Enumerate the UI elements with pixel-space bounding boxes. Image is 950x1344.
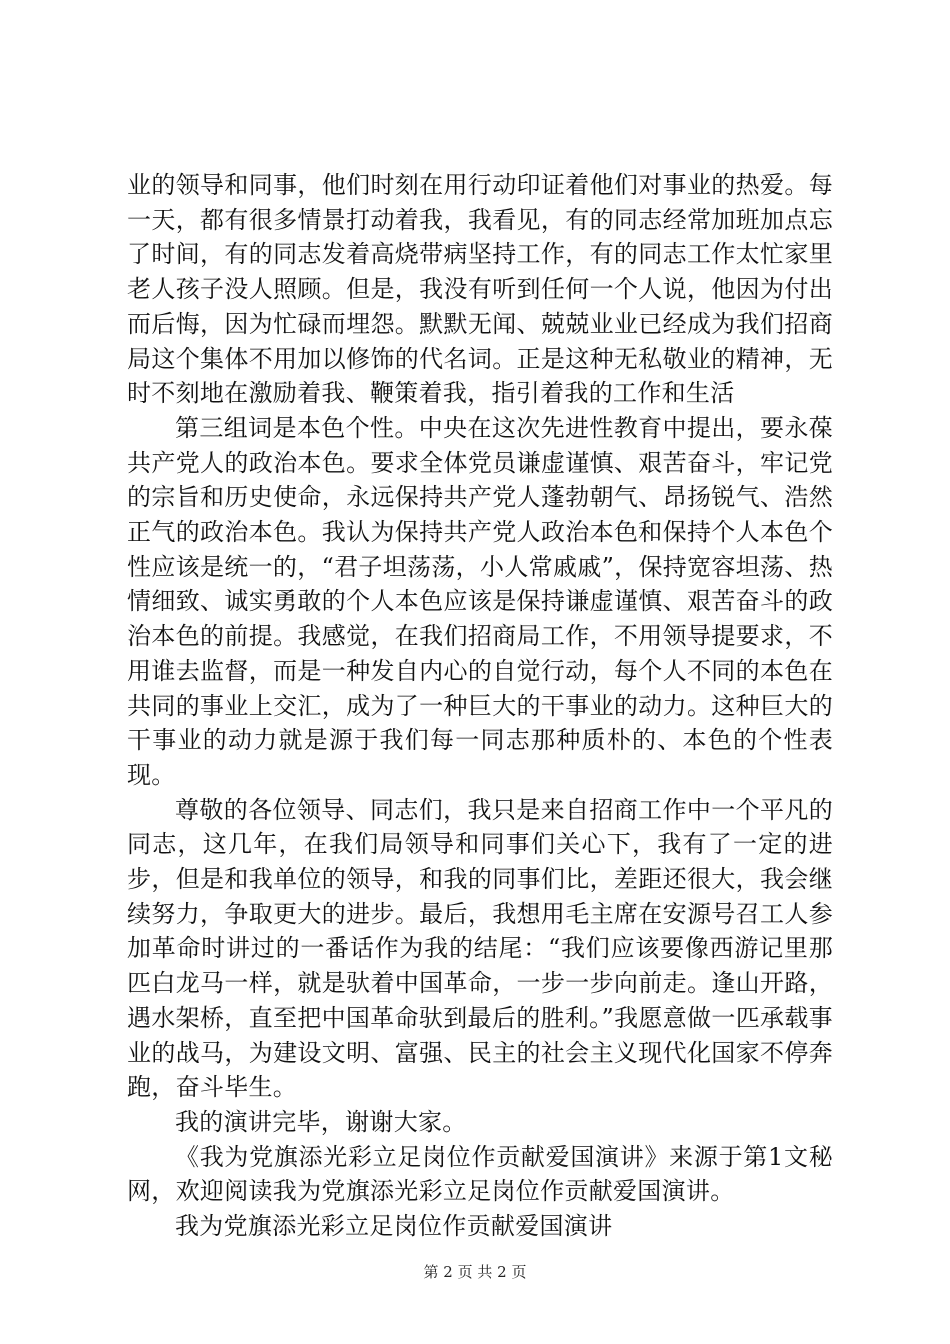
document-body <box>127 168 833 1244</box>
paragraph-title-repeat: 我为党旗添光彩立足岗位作贡献爱国演讲 <box>175 1212 613 1241</box>
paragraph-continuation: 业的领导和同事，他们时刻在用行动印证着他们对事业的热爱。每一天，都有很多情景打动着我，我看见，有的同志经常加班加点忘了时间，有的同志发着高烧带病坚持工作，有的同志工作太忙家里老人孩子没人照顾。但是，我没有听到任何一个人说，他因为付出而后悔，因为忙碌而埋怨。默默无闻、兢兢业业已经成为我们招商局这个集体不用加以修饰的代名词。正是这种无私敬业的精神，无时不刻地在激励着我、鞭策着我，指引着我的工作和生活 <box>127 171 833 408</box>
page-footer: 第 2 页 共 2 页 <box>423 1263 527 1281</box>
paragraph-character-section: 第三组词是本色个性。中央在这次先进性教育中提出，要永葆共产党人的政治本色。要求全体党员谦虚谨慎、艰苦奋斗，牢记党的宗旨和历史使命，永远保持共产党人蓬勃朝气、昂扬锐气、浩然正气的政治本色。我认为保持共产党人政治本色和保持个人本色个性应该是统一的，“君子坦荡荡，小人常戚戚”，保持宽容坦荡、热情细致、诚实勇敢的个人本色应该是保持谦虚谨慎、艰苦奋斗的政治本色的前提。我感觉，在我们招商局工作，不用领导提要求，不用谁去监督，而是一种发自内心的自觉行动，每个人不同的本色在共同的事业上交汇，成为了一种巨大的干事业的动力。这种巨大的干事业的动力就是源于我们每一同志那种质朴的、本色的个性表现。 <box>127 413 833 789</box>
paragraph-source-note: 《我为党旗添光彩立足岗位作贡献爱国演讲》来源于第1文秘网，欢迎阅读我为党旗添光彩立足岗位作贡献爱国演讲。 <box>127 1142 833 1206</box>
paragraph-closing-remarks: 尊敬的各位领导、同志们，我只是来自招商工作中一个平凡的同志，这几年，在我们局领导和同事们关心下，我有了一定的进步，但是和我单位的领导，和我的同事们比，差距还很大，我会继续努力，争取更大的进步。最后，我想用毛主席在安源号召工人参加革命时讲过的一番话作为我的结尾：“我们应该要像西游记里那匹白龙马一样，就是驮着中国革命，一步一步向前走。逢山开路，遇水架桥，直至把中国革命驮到最后的胜利。”我愿意做一匹承载事业的战马，为建设文明、富强、民主的社会主义现代化国家不停奔跑，奋斗毕生。 <box>127 795 833 1102</box>
paragraph-thanks: 我的演讲完毕，谢谢大家。 <box>175 1107 467 1136</box>
